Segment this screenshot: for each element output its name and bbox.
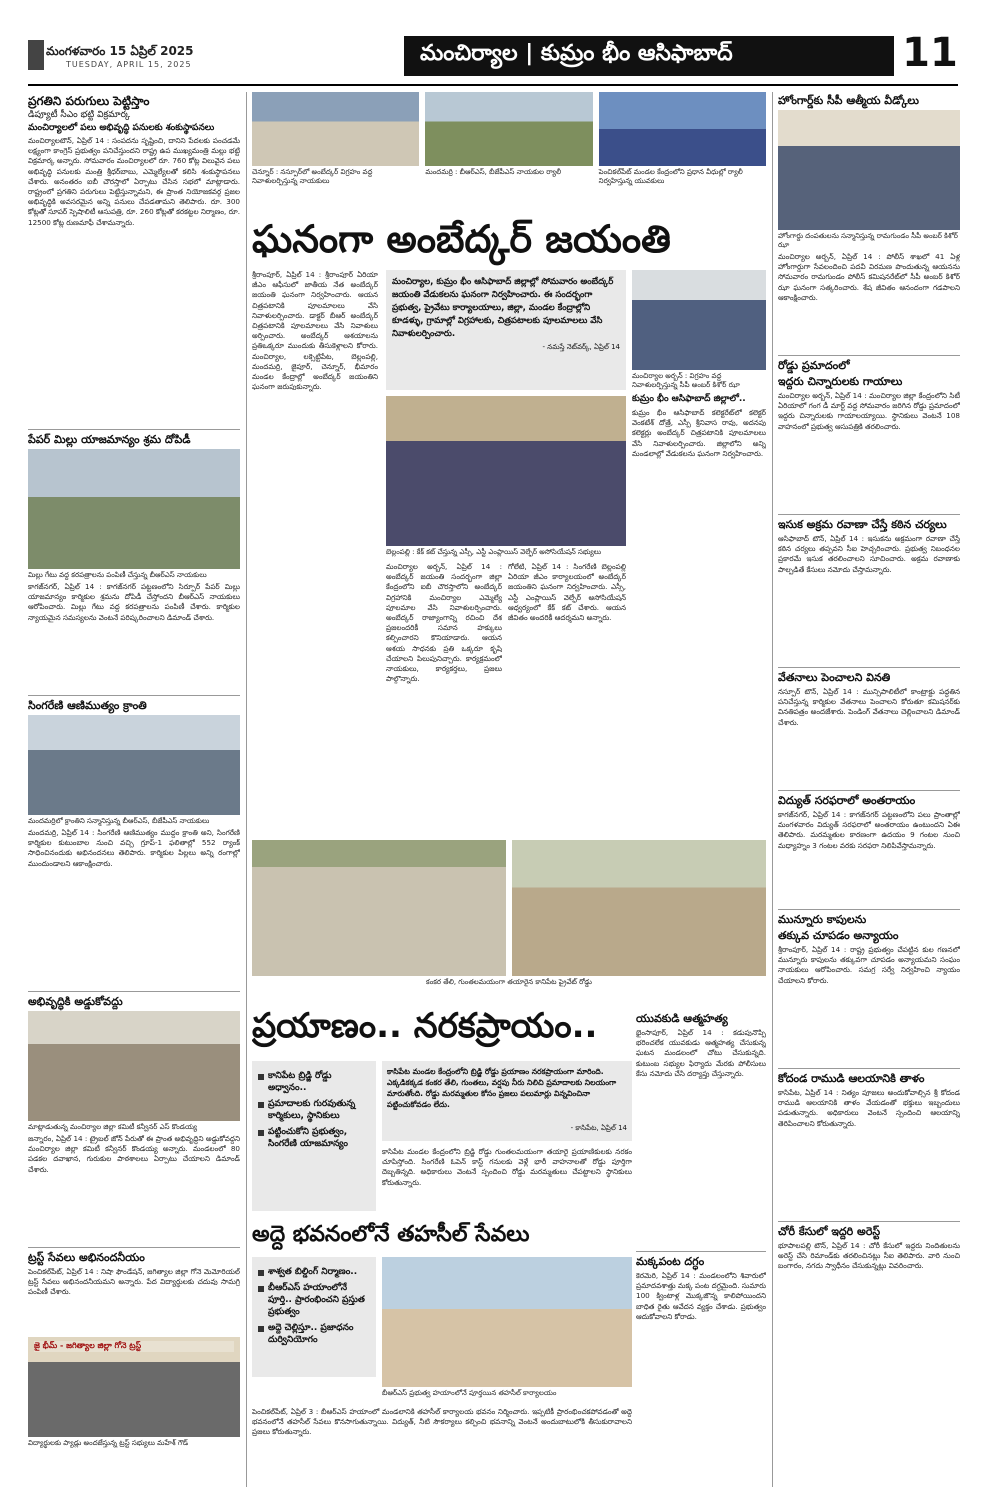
photo-caption: మందమర్రి : బీఆర్ఎస్, బీజేపీఎస్ నాయకుల ర్యాలీ bbox=[425, 168, 562, 176]
story-body: మందమర్రి, ఏప్రిల్ 14 : సింగరేణి ఆణిముత్యం ముద్దం క్రాంతి అని, సింగరేణి కార్మికుల కుటుంబాల నుంచి వచ్చి గ్రూప్-1 ఫలితాల్లో 552 ర్యాంక్ సాధించినందుకు అభినందనలు తెలిపారు. కార్మికుల పిల్లలు అన్ని రంగాల్లో ముందుండాలని ఆకాంక్షించారు. bbox=[28, 828, 240, 868]
photo-caption: మందమర్రిలో క్రాంతిని సన్మానిస్తున్న బీఆర్ఎస్, బీజేపీఎస్ నాయకులు bbox=[28, 817, 210, 825]
ambedkar-statue-photo bbox=[252, 92, 419, 166]
story-body: కెరమెరి, ఏప్రిల్ 14 : మండలంలోని శివారులో ప్రమాదవశాత్తు మక్క పంట దగ్ధమైంది. సుమారు 100 క్వింటాళ్ల మొక్కజొన్న కాలిపోయిందని బాధిత రైతు ఆవేదన వ్యక్తం చేశాడు. ప్రభుత్వం ఆదుకోవాలని కోరాడు. bbox=[636, 1271, 766, 1321]
bullet-point: ప్రమాదాలకు గురవుతున్న కార్మికులు, స్థానికులు bbox=[258, 1099, 370, 1123]
tahsil-bullets bbox=[252, 1257, 376, 1377]
story-body: శ్రీరాంపూర్, ఏప్రిల్ 14 : రాష్ట్ర ప్రభుత్వం చేపట్టిన కుల గణనలో మున్నూరు కాపులను తక్కువగా చూపడం అన్యాయమని సంఘం నాయకులు ఆరోపించారు. సమగ్ర సర్వే నిర్వహించి న్యాయం చేయాలని కోరారు. bbox=[778, 945, 960, 985]
main-headline: ఘనంగా అంబేద్కర్ జయంతి bbox=[252, 217, 671, 261]
story-body: కాసిపేట, ఏప్రిల్ 14 : నిత్యం పూజలు అందుకోవాల్సిన శ్రీ కోదండ రాముడి ఆలయానికి తాళం వేయడంతో భక్తులు ఇబ్బందులు పడుతున్నారు. అధికారులు వెంటనే స్పందించి ఆలయాన్ని తెరిపించాలని కోరుతున్నారు. bbox=[778, 1088, 960, 1128]
masthead bbox=[0, 0, 981, 82]
story-body: భూపాలపల్లి టౌన్, ఏప్రిల్ 14 : చోరీ కేసులో ఇద్దరు నిందితులను అరెస్ట్ చేసి రిమాండ్‌కు తరలించినట్లు సీఐ తెలిపారు. వారి నుంచి బంగారం, నగదు స్వాధీనం చేసుకున్నట్లు వివరించారు. bbox=[778, 1241, 960, 1271]
story-body: మంచిర్యాల అర్బన్, ఏప్రిల్ 14 : పోలీస్ శాఖలో 41 ఏళ్ల హోంగార్డుగా సేవలందించి పదవీ విరమణ పొందుతున్న ఆయనను సోమవారం రామగుండం పోలీస్ కమిషనరేట్‌లో సీపీ అంబర్ కిశోర్ ఝా ఘనంగా సత్కరించారు. శేష జీవితం ఆనందంగా గడపాలని ఆకాంక్షించారు. bbox=[778, 252, 960, 302]
divider bbox=[778, 355, 960, 356]
story-head: వేతనాలు పెంచాలని వినతి bbox=[778, 671, 891, 684]
story-head: చోరీ కేసులో ఇద్దరి అరెస్ట్ bbox=[778, 1225, 881, 1238]
divider bbox=[778, 667, 960, 668]
top-photo-row bbox=[252, 92, 766, 184]
road-headline: ప్రయాణం.. నరకప్రాయం.. bbox=[252, 1006, 598, 1046]
gravel-road-photo bbox=[512, 840, 766, 976]
masthead-rule bbox=[28, 84, 958, 86]
story-body: కాసిపేట మండల కేంద్రంలోని బ్రిడ్జి రోడ్డు గుంతలమయంగా తయారై ప్రయాణికులకు నరకం చూపిస్తోంది. సింగరేణి ఓపెన్ కాస్ట్ గనులకు వెళ్లే భారీ వాహనాలతో రోడ్డు పూర్తిగా దెబ్బతిన్నది. అధికారులు వెంటనే స్పందించి రోడ్డు మరమ్మతులు చేపట్టాలని స్థానికులు కోరుతున్నారు. bbox=[382, 1147, 632, 1187]
photo-caption: విద్యార్థులకు ప్యాడ్లు అందజేస్తున్న ట్రస్ట్ సభ్యులు మహేశ్ గౌడ్ bbox=[28, 1439, 189, 1447]
date-english: TUESDAY, APRIL 15, 2025 bbox=[66, 60, 192, 69]
bullet-icon bbox=[258, 1130, 264, 1136]
divider bbox=[778, 790, 960, 791]
divider bbox=[28, 991, 240, 992]
center-right-column bbox=[636, 1010, 766, 1490]
meeting-photo bbox=[28, 1011, 240, 1121]
story-subhead: కుమ్రం భీం ఆసిఫాబాద్ జిల్లాలో.. bbox=[632, 394, 746, 404]
story-body: మంచిర్యాల అర్బన్, ఏప్రిల్ 14 : అంబేద్కర్ జయంతి సందర్భంగా జిల్లా కేంద్రంలోని ఐబీ చౌరస్తాలోని అంబేద్కర్ విగ్రహానికి మంచిర్యాల ఎమ్మెల్యే పూలమాల వేసి నివాళులర్పించారు. అంబేద్కర్ రాజ్యాంగాన్ని రచించి దేశ ప్రజలందరికీ సమాన హక్కులు కల్పించారని కొనియాడారు. ఆయన ఆశయ సాధనకు ప్రతి ఒక్కరూ కృషి చేయాలని పిలుపునిచ్చారు. కార్యక్రమంలో నాయకులు, కార్యకర్తలు, ప్రజలు పాల్గొన్నారు. bbox=[386, 562, 502, 684]
story-subhead: డిప్యూటీ సీఎం భట్టి విక్రమార్క bbox=[28, 110, 131, 120]
bullet-icon bbox=[258, 1326, 264, 1332]
divider bbox=[28, 1247, 240, 1248]
date-telugu: మంగళవారం 15 ఏప్రిల్ 2025 bbox=[46, 44, 194, 58]
damaged-road-photo bbox=[252, 840, 506, 976]
divider bbox=[636, 1251, 766, 1252]
story-body: కుమ్రం భీం ఆసిఫాబాద్ కలెక్టరేట్‌లో కలెక్టర్ వెంకటేశ్ దోత్రే, ఎస్పీ శ్రీనివాస రావు, అదనపు కలెక్టర్లు అంబేద్కర్ చిత్రపటానికి పూలమాలలు వేసి నివాళులర్పించారు. జిల్లాలోని అన్ని మండలాల్లో వేడుకలను ఘనంగా నిర్వహించారు. bbox=[632, 408, 766, 458]
photo-caption: కంకర తేలి, గుంతలమయంగా తయారైన కానిపేట ప్రైవేట్ రోడ్డు bbox=[426, 978, 592, 986]
rally-photo bbox=[425, 92, 592, 166]
photo-caption: బెల్లంపల్లి : కేక్ కట్ చేస్తున్న ఎస్సీ, ఎస్టీ ఎంప్లాయిస్ వెల్ఫేర్ అసోసియేషన్ సభ్యులు bbox=[386, 548, 602, 556]
story-head: సింగరేణి ఆణిముత్యం క్రాంతి bbox=[28, 699, 147, 712]
story-subhead: మంచిర్యాలలో పలు అభివృద్ధి పనులకు శంకుస్థాపనలు bbox=[28, 123, 215, 133]
tahsil-headline: అద్దె భవనంలోనే తహసీల్ సేవలు bbox=[252, 1222, 530, 1247]
story-body: మంచిర్యాల అర్బన్, ఏప్రిల్ 14 : మంచిర్యాల జిల్లా కేంద్రంలోని సిటీ ఏరియాలో గంగ డీ మార్ట్ వద్ద సోమవారం జరిగిన రోడ్డు ప్రమాదంలో ఇద్దరు చిన్నారులకు గాయాలయ్యాయి. స్థానికులు వెంటనే 108 వాహనంలో ప్రభుత్వ ఆసుపత్రికి తరలించారు. bbox=[778, 391, 960, 431]
bullet-icon bbox=[258, 1102, 264, 1108]
bullet-point: అద్దె చెల్లిస్తూ.. ప్రజాధనం దుర్వినియోగం bbox=[258, 1323, 370, 1347]
story-head: అభివృద్ధికి అడ్డుకోవద్దు bbox=[28, 995, 123, 1008]
story-body: జన్నారం, ఏప్రిల్ 14 : ట్రైబల్ జోన్ పేరుతో ఈ ప్రాంత అభివృద్ధిని అడ్డుకోవద్దని మంచిర్యాల జిల్లా కమిటీ కన్వీనర్ కొండయ్య అన్నారు. మండలంలో 80 పడకల దవాఖాన, గురుకుల పాఠశాలలు ఏర్పాటు చేయాలని డిమాండ్ చేశారు. bbox=[28, 1134, 240, 1174]
quote-credit: - కాసిపేట, ఏప్రిల్ 14 bbox=[570, 1124, 627, 1132]
felicitation-photo bbox=[28, 715, 240, 815]
quote-credit: - నమస్తే నెట్‌వర్క్, ఏప్రిల్ 14 bbox=[542, 343, 620, 351]
story-body: పెంచికల్‌పేట్, ఏప్రిల్ 3 : బీఆర్ఎస్ హయాంలో మండలానికి తహసీల్ కార్యాలయ భవనం నిర్మించారు. ఇప్పటికీ ప్రారంభించకపోవడంతో అద్దె భవనంలోనే తహసీల్ సేవలు కొనసాగుతున్నాయి. విద్యుత్, నీటి సౌకర్యాలు కల్పించి భవనాన్ని వెంటనే అందుబాటులోకి తీసుకురావాలని ప్రజలు కోరుతున్నారు. bbox=[252, 1407, 632, 1437]
story-head: ట్రస్ట్ సేవలు అభినందనీయం bbox=[28, 1251, 145, 1264]
paper-mill-photo bbox=[28, 449, 240, 569]
bullet-point: శాశ్వత బిల్డింగ్ నిర్మాణం.. bbox=[258, 1267, 370, 1279]
photo-caption: పెంచికల్‌పేట్ మండల కేంద్రంలోని ప్రధాన వీధుల్లో ర్యాలీ నిర్వహిస్తున్న యువకులు bbox=[598, 168, 743, 185]
story-head: మక్కపంట దగ్ధం bbox=[636, 1255, 705, 1268]
bullet-icon bbox=[258, 1270, 264, 1276]
story-head: ప్రగతిని పరుగులు పెట్టిస్తాం bbox=[28, 94, 150, 108]
homeguard-photo bbox=[778, 110, 960, 230]
divider bbox=[778, 1068, 960, 1069]
story-head: పేపర్ మిల్లు యాజమాన్యం శ్రమ దోపిడీ bbox=[28, 433, 191, 446]
bullet-point: బీఆర్ఎస్ హయాంలోనే పూర్తి.. ప్రారంభించని ప్రస్తుత ప్రభుత్వం bbox=[258, 1283, 370, 1319]
story-head: విద్యుత్ సరఫరాలో అంతరాయం bbox=[778, 794, 916, 807]
tahsil-office-photo bbox=[382, 1257, 632, 1387]
story-body: శ్రీరాంపూర్, ఏప్రిల్ 14 : శ్రీరాంపూర్ ఏరియా జీఎం ఆఫీసులో జాతీయ నేత అంబేద్కర్ జయంతి ఘనంగా నిర్వహించారు. ఆయన చిత్రపటానికి పూలమాలలు వేసి నివాళులర్పించారు. డాక్టర్ బీఆర్ అంబేద్కర్ చిత్రపటానికి పూలమాలలు వేసి నివాళులు అర్పించారు. అంబేద్కర్ ఆశయాలను ప్రతిఒక్కరూ ముందుకు తీసుకెళ్లాలని కోరారు. మంచిర్యాల, లక్సెట్టిపేట, బెల్లంపల్లి, మందమర్రి, జైపూర్, చెన్నూర్, భీమారం మండల కేంద్రాల్లో అంబేద్కర్ జయంతిని ఘనంగా జరుపుకున్నారు. bbox=[252, 270, 378, 392]
column-divider bbox=[772, 92, 773, 1487]
road-quote-box bbox=[382, 1061, 632, 1141]
column-divider bbox=[246, 92, 247, 1487]
cake-cutting-photo bbox=[386, 396, 626, 546]
divider bbox=[778, 514, 960, 515]
story-body: పెంచికల్‌పేట్, ఏప్రిల్ 14 : నిషా ఫౌండేషన్, జగిత్యాల జిల్లా గోనె మెమోరియల్ ట్రస్ట్ సేవలు అభినందనీయమని అన్నారు. పేద విద్యార్థులకు చదువు సామగ్రి పంపిణీ చేశారు. bbox=[28, 1267, 240, 1297]
page-number: 11 bbox=[902, 30, 958, 76]
story-subhead: ఇద్దరు చిన్నారులకు గాయాలు bbox=[778, 375, 903, 388]
story-body: కాగజ్‌నగర్, ఏప్రిల్ 14 : కాగజ్‌నగర్ పట్టణంలోని సిర్పూర్ పేపర్ మిల్లు యాజమాన్యం కార్మికుల శ్రమను దోపిడీ చేస్తోందని బీఆర్ఎస్ నాయకులు ఆరోపించారు. మిల్లు గేటు వద్ద కరపత్రాలను పంపిణీ చేశారు. కార్మికుల న్యాయమైన సమస్యలను వెంటనే పరిష్కరించాలని డిమాండ్ చేశారు. bbox=[28, 582, 240, 622]
story-head: యువకుడి ఆత్మహత్య bbox=[636, 1012, 728, 1025]
story-body: గోలేటి, ఏప్రిల్ 14 : సింగరేణి బెల్లంపల్లి ఏరియా జీఎం కార్యాలయంలో అంబేద్కర్ జయంతిని ఘనంగా నిర్వహించారు. ఎస్సీ, ఎస్టీ ఎంప్లాయిస్ వెల్ఫేర్ అసోసియేషన్ ఆధ్వర్యంలో కేక్ కట్ చేశారు. ఆయన జీవితం అందరికీ ఆదర్శమని అన్నారు. bbox=[508, 562, 626, 623]
district-title-bar: మంచిర్యాల | కుమ్రం భీం ఆసిఫాబాద్ bbox=[404, 36, 894, 76]
photo-caption: హోంగార్డు దంపతులను సన్మానిస్తున్న రామగుండం సీపీ అంబర్ కిశోర్ ఝా bbox=[778, 232, 958, 249]
story-body: కాగజ్‌నగర్, ఏప్రిల్ 14 : కాగజ్‌నగర్ పట్టణంలోని పలు ప్రాంతాల్లో మంగళవారం విద్యుత్ సరఫరాలో అంతరాయం ఉంటుందని ఏఈ తెలిపారు. మరమ్మతుల కారణంగా ఉదయం 9 గంటల నుంచి మధ్యాహ్నం 3 గంటల వరకు సరఫరా నిలిపివేస్తామన్నారు. bbox=[778, 810, 960, 850]
story-head: మున్నూరు కాపులను bbox=[778, 913, 867, 926]
photo-caption: బీఆర్ఎస్ ప్రభుత్వ హయాంలోనే పూర్తయిన తహసీల్ కార్యాలయం bbox=[382, 1389, 557, 1397]
bullet-point: పట్టించుకోని ప్రభుత్వం, సింగరేణి యాజమాన్యం bbox=[258, 1127, 370, 1151]
bullet-point: కానిపేట బ్రిడ్జి రోడ్డు అధ్వానం.. bbox=[258, 1071, 370, 1095]
divider bbox=[28, 695, 240, 696]
road-bullets bbox=[252, 1061, 376, 1211]
right-column bbox=[778, 92, 960, 1492]
story-body: నస్పూర్ టౌన్, ఏప్రిల్ 14 : మున్సిపాలిటీలో కాంట్రాక్టు పద్ధతిన పనిచేస్తున్న కార్మికుల వేతనాలు పెంచాలని కోరుతూ కమిషనర్‌కు వినతిపత్రం అందజేశారు. పెండింగ్ వేతనాలు చెల్లించాలని డిమాండ్ చేశారు. bbox=[778, 687, 960, 727]
divider bbox=[778, 909, 960, 910]
quote-text: కాసిపేట మండల కేంద్రంలోని బ్రిడ్జి రోడ్డు ప్రయాణం నరకప్రాయంగా మారింది. ఎక్కడికక్కడ కంకర తేలి, గుంతలు, వర్షపు నీరు నిలిచి ప్రమాదాలకు నిలయంగా మారుతోంది. రోడ్డు మరమ్మతుల కోసం ప్రజలు పలుమార్లు విన్నవించినా పట్టించుకోవడం లేదు. bbox=[387, 1067, 617, 1109]
banner-text: జై భీమ్ - జగిత్యాల జిల్లా గోనె ట్రస్ట్ bbox=[34, 1341, 234, 1352]
bullet-icon bbox=[258, 1286, 264, 1292]
youth-rally-photo bbox=[599, 92, 766, 166]
story-body: భైంసాపూర్, ఏప్రిల్ 14 : కడుపునొప్పి భరించలేక యువకుడు ఆత్మహత్య చేసుకున్న ఘటన మండలంలో చోటు చేసుకున్నది. కుటుంబ సభ్యుల ఫిర్యాదు మేరకు పోలీసులు కేసు నమోదు చేసి దర్యాప్తు చేస్తున్నారు. bbox=[636, 1028, 766, 1078]
divider bbox=[778, 1221, 960, 1222]
photo-caption: మాట్లాడుతున్న మంచిర్యాల జిల్లా కమిటీ కన్వీనర్ ఎస్ కొండయ్య bbox=[28, 1123, 198, 1131]
newspaper-logo-icon bbox=[28, 40, 44, 70]
quote-text: మంచిర్యాల, కుమ్రం భీం ఆసిఫాబాద్ జిల్లాల్లో సోమవారం అంబేద్కర్ జయంతి వేడుకలను ఘనంగా నిర్వహించారు. ఈ సందర్భంగా ప్రభుత్వ, ప్రైవేటు కార్యాలయాలు, జిల్లా, మండల కేంద్రాల్లోని కూడళ్ళు, గ్రామాల్లో విగ్రహాలకు, చిత్రపటాలకు పూలమాలలు వేసి నివాళులర్పించారు. bbox=[392, 277, 614, 339]
photo-caption: చెన్నూర్ : నస్పూర్‌లో అంబేద్కర్ విగ్రహం వద్ద నివాళులర్పిస్తున్న నాయకులు bbox=[252, 168, 373, 185]
story-head: ఇసుక అక్రమ రవాణా చేస్తే కఠిన చర్యలు bbox=[778, 518, 947, 531]
police-commissioner-photo bbox=[632, 270, 766, 370]
quote-box bbox=[386, 270, 626, 390]
story-body: ఆసిఫాబాద్ టౌన్, ఏప్రిల్ 14 : ఇసుకను అక్రమంగా రవాణా చేస్తే కఠిన చర్యలు తప్పవని సీఐ హెచ్చరించారు. ప్రభుత్వ నిబంధనల ప్రకారమే ఇసుక తరలించాలని సూచించారు. అక్రమ రవాణాకు పాల్పడితే కేసులు నమోదు చేస్తామన్నారు. bbox=[778, 534, 960, 574]
photo-caption: మంచిర్యాల అర్బన్ : విగ్రహం వద్ద నివాళులర్పిస్తున్న సీపీ అంబర్ కిశోర్ ఝా bbox=[632, 372, 740, 389]
divider bbox=[28, 429, 240, 430]
story-head: రోడ్డు ప్రమాదంలో bbox=[778, 359, 850, 372]
photo-caption: మిల్లు గేటు వద్ద కరపత్రాలను పంపిణీ చేస్తున్న బీఆర్ఎస్ నాయకులు bbox=[28, 571, 207, 579]
left-column bbox=[28, 92, 240, 1492]
story-subhead: తక్కువ చూపడం అన్యాయం bbox=[778, 929, 899, 942]
story-head: కోదండ రాముడి ఆలయానికి తాళం bbox=[778, 1072, 925, 1085]
road-photo-row bbox=[252, 840, 766, 976]
story-body: మంచిర్యాలటౌన్, ఏప్రిల్ 14 : సంపదను సృష్టించి, దానిని పేదలకు పంచడమే లక్ష్యంగా కాంగ్రెస్ ప్రభుత్వం పనిచేస్తుందని రాష్ట్ర ఉప ముఖ్యమంత్రి మల్లు భట్టి విక్రమార్క అన్నారు. సోమవారం మంచిర్యాలలో రూ. 760 కోట్ల విలువైన పలు అభివృద్ధి పనులకు మంత్రి శ్రీధర్‌బాబు, ఎమ్మెల్యేలతో కలిసి శంకుస్థాపనలు చేశారు. అనంతరం ఐబీ చౌరస్తాలో ఏర్పాటు చేసిన సభలో మాట్లాడారు. రాష్ట్రంలో ప్రగతిని పరుగులు పెట్టిస్తున్నామని, ఈ ప్రాంత నియోజకవర్గ ప్రజల అభివృద్ధికి అవసరమైన అన్ని పనులు చేపడతామని తెలిపారు. రూ. 300 కోట్లతో సూపర్ స్పెషాలిటీ ఆసుపత్రి, రూ. 260 కోట్లతో కరకట్టల నిర్మాణం, రూ. 12500 కోట్ల రుణమాఫీ చేశామన్నారు. bbox=[28, 136, 240, 227]
bullet-icon bbox=[258, 1074, 264, 1080]
trust-event-photo bbox=[28, 1337, 240, 1437]
story-head: హోంగార్డ్‌కు సీపీ ఆత్మీయ వీడ్కోలు bbox=[778, 94, 919, 107]
